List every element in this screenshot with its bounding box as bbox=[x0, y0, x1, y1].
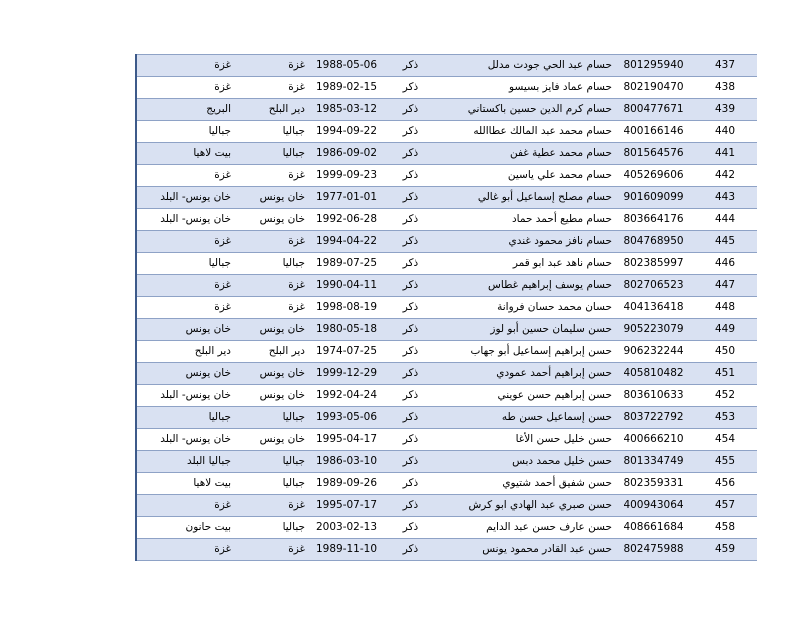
table-row bbox=[136, 495, 757, 517]
sex-cell: ذكر bbox=[386, 407, 435, 429]
row-number-cell: 439 bbox=[693, 99, 757, 121]
city-cell: جباليا bbox=[136, 407, 233, 429]
name-cell: حسن عبد القادر محمود يونس bbox=[435, 539, 614, 561]
table-row bbox=[136, 297, 757, 319]
row-number-cell: 440 bbox=[693, 121, 757, 143]
table-row bbox=[136, 517, 757, 539]
birth-date-cell: 1974-07-25 bbox=[307, 341, 386, 363]
governorate-cell: غزة bbox=[233, 539, 307, 561]
city-cell: غزة bbox=[136, 297, 233, 319]
governorate-cell: غزة bbox=[233, 495, 307, 517]
city-cell: خان يونس bbox=[136, 319, 233, 341]
row-number-cell: 451 bbox=[693, 363, 757, 385]
row-number-cell: 452 bbox=[693, 385, 757, 407]
sex-cell: ذكر bbox=[386, 231, 435, 253]
id-number-cell: 901609099 bbox=[614, 187, 693, 209]
sex-cell: ذكر bbox=[386, 473, 435, 495]
table-row bbox=[136, 407, 757, 429]
table-row bbox=[136, 275, 757, 297]
birth-date-cell: 1980-05-18 bbox=[307, 319, 386, 341]
id-number-cell: 400943064 bbox=[614, 495, 693, 517]
row-number-cell: 457 bbox=[693, 495, 757, 517]
birth-date-cell: 1992-06-28 bbox=[307, 209, 386, 231]
sex-cell: ذكر bbox=[386, 143, 435, 165]
city-cell: غزة bbox=[136, 495, 233, 517]
governorate-cell: غزة bbox=[233, 275, 307, 297]
name-cell: حسام مطيع أحمد حماد bbox=[435, 209, 614, 231]
table-row bbox=[136, 253, 757, 275]
birth-date-cell: 1995-07-17 bbox=[307, 495, 386, 517]
birth-date-cell: 1989-09-26 bbox=[307, 473, 386, 495]
city-cell: جباليا bbox=[136, 253, 233, 275]
id-number-cell: 905223079 bbox=[614, 319, 693, 341]
name-cell: حسن شفيق أحمد شتيوي bbox=[435, 473, 614, 495]
name-cell: حسام يوسف إبراهيم غطاس bbox=[435, 275, 614, 297]
name-cell: حسام محمد عطية غفن bbox=[435, 143, 614, 165]
id-number-cell: 801564576 bbox=[614, 143, 693, 165]
birth-date-cell: 1993-05-06 bbox=[307, 407, 386, 429]
table-row bbox=[136, 77, 757, 99]
name-cell: حسان محمد حسان فروانة bbox=[435, 297, 614, 319]
sex-cell: ذكر bbox=[386, 495, 435, 517]
id-number-cell: 803664176 bbox=[614, 209, 693, 231]
name-cell: حسام نافز محمود غندي bbox=[435, 231, 614, 253]
table-row bbox=[136, 451, 757, 473]
table-row bbox=[136, 165, 757, 187]
name-cell: حسام محمد علي ياسين bbox=[435, 165, 614, 187]
name-cell: حسن عارف حسن عبد الدايم bbox=[435, 517, 614, 539]
row-number-cell: 449 bbox=[693, 319, 757, 341]
city-cell: جباليا bbox=[136, 121, 233, 143]
records-table bbox=[135, 54, 757, 561]
id-number-cell: 804768950 bbox=[614, 231, 693, 253]
sex-cell: ذكر bbox=[386, 165, 435, 187]
governorate-cell: جباليا bbox=[233, 253, 307, 275]
governorate-cell: غزة bbox=[233, 77, 307, 99]
table-row bbox=[136, 363, 757, 385]
id-number-cell: 802359331 bbox=[614, 473, 693, 495]
birth-date-cell: 1989-11-10 bbox=[307, 539, 386, 561]
table-row bbox=[136, 385, 757, 407]
id-number-cell: 801334749 bbox=[614, 451, 693, 473]
row-number-cell: 453 bbox=[693, 407, 757, 429]
birth-date-cell: 1999-12-29 bbox=[307, 363, 386, 385]
birth-date-cell: 1989-02-15 bbox=[307, 77, 386, 99]
name-cell: حسن إبراهيم أحمد عمودي bbox=[435, 363, 614, 385]
id-number-cell: 802706523 bbox=[614, 275, 693, 297]
city-cell: خان يونس- البلد bbox=[136, 187, 233, 209]
row-number-cell: 446 bbox=[693, 253, 757, 275]
sex-cell: ذكر bbox=[386, 121, 435, 143]
birth-date-cell: 1986-03-10 bbox=[307, 451, 386, 473]
city-cell: غزة bbox=[136, 231, 233, 253]
table-row bbox=[136, 99, 757, 121]
birth-date-cell: 1986-09-02 bbox=[307, 143, 386, 165]
city-cell: غزة bbox=[136, 539, 233, 561]
name-cell: حسن خليل محمد دبس bbox=[435, 451, 614, 473]
name-cell: حسن سليمان حسين أبو لوز bbox=[435, 319, 614, 341]
birth-date-cell: 1985-03-12 bbox=[307, 99, 386, 121]
birth-date-cell: 1977-01-01 bbox=[307, 187, 386, 209]
row-number-cell: 442 bbox=[693, 165, 757, 187]
city-cell: خان يونس- البلد bbox=[136, 429, 233, 451]
row-number-cell: 447 bbox=[693, 275, 757, 297]
sex-cell: ذكر bbox=[386, 429, 435, 451]
records-table-body bbox=[136, 55, 757, 561]
governorate-cell: جباليا bbox=[233, 517, 307, 539]
city-cell: بيت حانون bbox=[136, 517, 233, 539]
id-number-cell: 803610633 bbox=[614, 385, 693, 407]
city-cell: بيت لاهيا bbox=[136, 473, 233, 495]
table-row bbox=[136, 341, 757, 363]
governorate-cell: غزة bbox=[233, 231, 307, 253]
governorate-cell: جباليا bbox=[233, 473, 307, 495]
birth-date-cell: 1998-08-19 bbox=[307, 297, 386, 319]
sex-cell: ذكر bbox=[386, 275, 435, 297]
name-cell: حسن إبراهيم إسماعيل أبو جهاب bbox=[435, 341, 614, 363]
sex-cell: ذكر bbox=[386, 517, 435, 539]
sex-cell: ذكر bbox=[386, 539, 435, 561]
city-cell: دير البلح bbox=[136, 341, 233, 363]
sex-cell: ذكر bbox=[386, 363, 435, 385]
name-cell: حسام محمد عبد المالك عطاالله bbox=[435, 121, 614, 143]
name-cell: حسن إبراهيم حسن عويني bbox=[435, 385, 614, 407]
row-number-cell: 438 bbox=[693, 77, 757, 99]
governorate-cell: خان يونس bbox=[233, 319, 307, 341]
table-row bbox=[136, 143, 757, 165]
birth-date-cell: 1995-04-17 bbox=[307, 429, 386, 451]
sex-cell: ذكر bbox=[386, 77, 435, 99]
name-cell: حسام ناهد عبد ابو قمر bbox=[435, 253, 614, 275]
id-number-cell: 802385997 bbox=[614, 253, 693, 275]
governorate-cell: جباليا bbox=[233, 143, 307, 165]
name-cell: حسن خليل حسن الأغا bbox=[435, 429, 614, 451]
row-number-cell: 450 bbox=[693, 341, 757, 363]
governorate-cell: خان يونس bbox=[233, 209, 307, 231]
table-row bbox=[136, 231, 757, 253]
governorate-cell: دير البلح bbox=[233, 341, 307, 363]
sex-cell: ذكر bbox=[386, 99, 435, 121]
city-cell: جباليا البلد bbox=[136, 451, 233, 473]
name-cell: حسن صبري عبد الهادي ابو كرش bbox=[435, 495, 614, 517]
birth-date-cell: 1992-04-24 bbox=[307, 385, 386, 407]
id-number-cell: 906232244 bbox=[614, 341, 693, 363]
birth-date-cell: 1990-04-11 bbox=[307, 275, 386, 297]
name-cell: حسام مصلح إسماعيل أبو غالي bbox=[435, 187, 614, 209]
table-row bbox=[136, 55, 757, 77]
birth-date-cell: 2003-02-13 bbox=[307, 517, 386, 539]
city-cell: غزة bbox=[136, 275, 233, 297]
table-row bbox=[136, 539, 757, 561]
governorate-cell: خان يونس bbox=[233, 187, 307, 209]
sex-cell: ذكر bbox=[386, 451, 435, 473]
governorate-cell: غزة bbox=[233, 297, 307, 319]
row-number-cell: 441 bbox=[693, 143, 757, 165]
city-cell: خان يونس- البلد bbox=[136, 209, 233, 231]
id-number-cell: 802475988 bbox=[614, 539, 693, 561]
name-cell: حسام عبد الحي جودت مدلل bbox=[435, 55, 614, 77]
city-cell: غزة bbox=[136, 165, 233, 187]
row-number-cell: 456 bbox=[693, 473, 757, 495]
id-number-cell: 801295940 bbox=[614, 55, 693, 77]
sex-cell: ذكر bbox=[386, 385, 435, 407]
governorate-cell: خان يونس bbox=[233, 363, 307, 385]
row-number-cell: 448 bbox=[693, 297, 757, 319]
row-number-cell: 454 bbox=[693, 429, 757, 451]
city-cell: غزة bbox=[136, 77, 233, 99]
sex-cell: ذكر bbox=[386, 55, 435, 77]
id-number-cell: 404136418 bbox=[614, 297, 693, 319]
row-number-cell: 445 bbox=[693, 231, 757, 253]
row-number-cell: 459 bbox=[693, 539, 757, 561]
row-number-cell: 458 bbox=[693, 517, 757, 539]
city-cell: بيت لاهيا bbox=[136, 143, 233, 165]
row-number-cell: 444 bbox=[693, 209, 757, 231]
birth-date-cell: 1994-09-22 bbox=[307, 121, 386, 143]
birth-date-cell: 1988-05-06 bbox=[307, 55, 386, 77]
governorate-cell: غزة bbox=[233, 165, 307, 187]
sex-cell: ذكر bbox=[386, 341, 435, 363]
governorate-cell: غزة bbox=[233, 55, 307, 77]
birth-date-cell: 1999-09-23 bbox=[307, 165, 386, 187]
id-number-cell: 405269606 bbox=[614, 165, 693, 187]
governorate-cell: خان يونس bbox=[233, 429, 307, 451]
governorate-cell: جباليا bbox=[233, 121, 307, 143]
governorate-cell: جباليا bbox=[233, 407, 307, 429]
row-number-cell: 437 bbox=[693, 55, 757, 77]
row-number-cell: 443 bbox=[693, 187, 757, 209]
table-row bbox=[136, 209, 757, 231]
sex-cell: ذكر bbox=[386, 253, 435, 275]
row-number-cell: 455 bbox=[693, 451, 757, 473]
birth-date-cell: 1989-07-25 bbox=[307, 253, 386, 275]
governorate-cell: خان يونس bbox=[233, 385, 307, 407]
sex-cell: ذكر bbox=[386, 319, 435, 341]
governorate-cell: جباليا bbox=[233, 451, 307, 473]
city-cell: البريج bbox=[136, 99, 233, 121]
sex-cell: ذكر bbox=[386, 297, 435, 319]
id-number-cell: 405810482 bbox=[614, 363, 693, 385]
table-row bbox=[136, 473, 757, 495]
name-cell: حسام كرم الدين حسين باكستاني bbox=[435, 99, 614, 121]
name-cell: حسام عماد فايز بسيسو bbox=[435, 77, 614, 99]
id-number-cell: 400166146 bbox=[614, 121, 693, 143]
birth-date-cell: 1994-04-22 bbox=[307, 231, 386, 253]
city-cell: غزة bbox=[136, 55, 233, 77]
governorate-cell: دير البلح bbox=[233, 99, 307, 121]
id-number-cell: 803722792 bbox=[614, 407, 693, 429]
id-number-cell: 400666210 bbox=[614, 429, 693, 451]
table-row bbox=[136, 429, 757, 451]
name-cell: حسن إسماعيل حسن طه bbox=[435, 407, 614, 429]
table-row bbox=[136, 121, 757, 143]
city-cell: خان يونس- البلد bbox=[136, 385, 233, 407]
city-cell: خان يونس bbox=[136, 363, 233, 385]
id-number-cell: 800477671 bbox=[614, 99, 693, 121]
table-row bbox=[136, 187, 757, 209]
sex-cell: ذكر bbox=[386, 209, 435, 231]
id-number-cell: 408661684 bbox=[614, 517, 693, 539]
sex-cell: ذكر bbox=[386, 187, 435, 209]
table-row bbox=[136, 319, 757, 341]
id-number-cell: 802190470 bbox=[614, 77, 693, 99]
